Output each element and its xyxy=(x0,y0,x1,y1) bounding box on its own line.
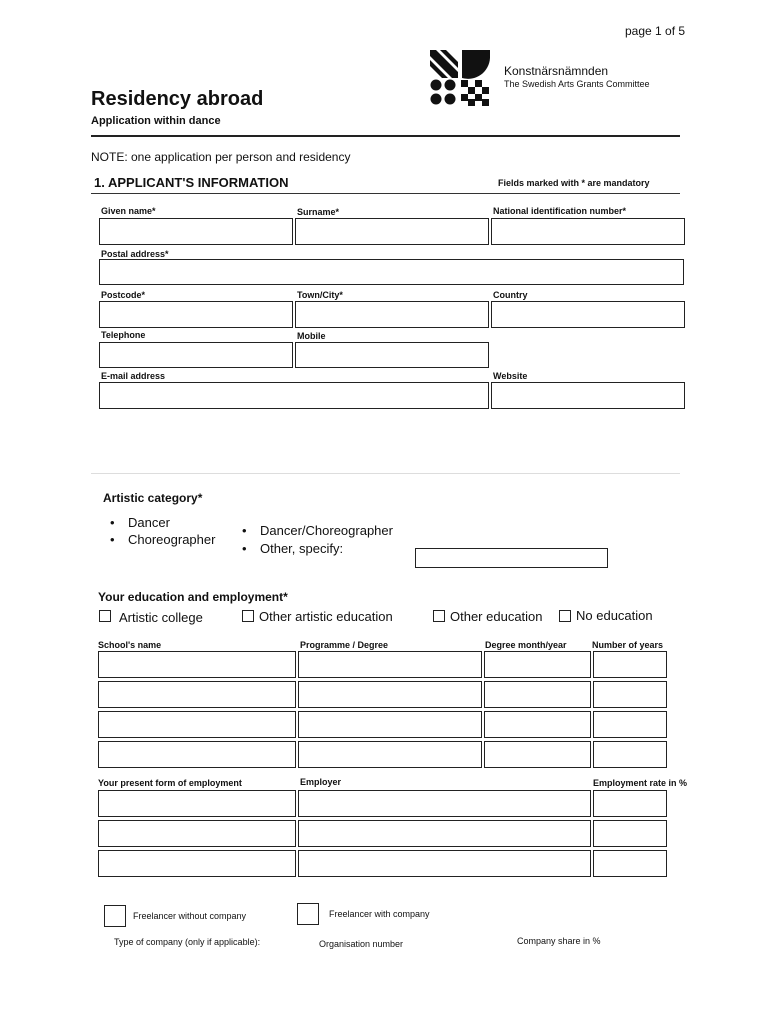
school-name-field[interactable] xyxy=(98,651,296,678)
degree-date-field[interactable] xyxy=(484,741,591,768)
light-divider xyxy=(91,473,680,474)
employment-rate-label: Employment rate in % xyxy=(593,778,688,788)
postcode-label: Postcode* xyxy=(101,290,146,300)
postal-address-field[interactable] xyxy=(99,259,684,285)
other-artistic-education-checkbox[interactable] xyxy=(242,610,254,622)
surname-field[interactable] xyxy=(295,218,489,245)
page-number: page 1 of 5 xyxy=(625,24,686,38)
note-text: NOTE: one application per person and residency xyxy=(91,150,351,164)
employment-form-field[interactable] xyxy=(98,850,296,877)
category-option-dancer: • Dancer xyxy=(128,515,170,530)
town-field[interactable] xyxy=(295,301,489,328)
email-label: E-mail address xyxy=(101,371,166,381)
artistic-category-heading: Artistic category* xyxy=(103,491,203,505)
employer-field[interactable] xyxy=(298,850,591,877)
years-field[interactable] xyxy=(593,711,667,738)
organisation-number-label: Organisation number xyxy=(319,939,404,949)
employment-form-field[interactable] xyxy=(98,820,296,847)
other-specify-field[interactable] xyxy=(415,548,608,568)
email-field[interactable] xyxy=(99,382,489,409)
artistic-college-checkbox[interactable] xyxy=(99,610,111,622)
other-education-label: Other education xyxy=(450,609,543,624)
degree-date-field[interactable] xyxy=(484,651,591,678)
employment-form-field[interactable] xyxy=(98,790,296,817)
programme-label: Programme / Degree xyxy=(300,640,389,650)
freelancer-without-company-label: Freelancer without company xyxy=(133,911,247,921)
mobile-label: Mobile xyxy=(297,331,326,341)
section-divider xyxy=(91,193,680,194)
page-title: Residency abroad xyxy=(91,88,264,110)
country-label: Country xyxy=(493,290,528,300)
telephone-label: Telephone xyxy=(101,330,146,340)
country-field[interactable] xyxy=(491,301,685,328)
title-divider xyxy=(91,135,680,137)
employment-rate-field[interactable] xyxy=(593,820,667,847)
programme-field[interactable] xyxy=(298,681,482,708)
no-education-label: No education xyxy=(576,608,653,623)
category-option-choreographer: • Choreographer xyxy=(128,532,215,547)
section-heading: 1. APPLICANT'S INFORMATION xyxy=(94,175,289,190)
org-name: Konstnärsnämnden xyxy=(504,64,609,78)
no-education-checkbox[interactable] xyxy=(559,610,571,622)
programme-field[interactable] xyxy=(298,741,482,768)
national-id-field[interactable] xyxy=(491,218,685,245)
telephone-field[interactable] xyxy=(99,342,293,368)
years-field[interactable] xyxy=(593,681,667,708)
freelancer-with-company-label: Freelancer with company xyxy=(329,909,430,919)
postal-address-label: Postal address* xyxy=(101,249,169,259)
postcode-field[interactable] xyxy=(99,301,293,328)
other-education-checkbox[interactable] xyxy=(433,610,445,622)
website-field[interactable] xyxy=(491,382,685,409)
employer-field[interactable] xyxy=(298,790,591,817)
degree-date-field[interactable] xyxy=(484,681,591,708)
artistic-college-label: Artistic college xyxy=(119,610,203,625)
school-name-label: School's name xyxy=(98,640,162,650)
number-of-years-label: Number of years xyxy=(592,640,664,650)
employer-field[interactable] xyxy=(298,820,591,847)
years-field[interactable] xyxy=(593,741,667,768)
degree-date-field[interactable] xyxy=(484,711,591,738)
category-option-dancer-choreographer: • Dancer/Choreographer xyxy=(260,523,393,538)
programme-field[interactable] xyxy=(298,651,482,678)
given-name-label: Given name* xyxy=(101,206,156,216)
company-share-label: Company share in % xyxy=(517,936,601,946)
town-label: Town/City* xyxy=(297,290,343,300)
programme-field[interactable] xyxy=(298,711,482,738)
surname-label: Surname* xyxy=(297,207,340,217)
employment-form-label: Your present form of employment xyxy=(98,778,242,788)
website-label: Website xyxy=(493,371,528,381)
type-of-company-label: Type of company (only if applicable): xyxy=(114,937,261,947)
national-id-label: National identification number* xyxy=(493,206,627,216)
employment-rate-field[interactable] xyxy=(593,850,667,877)
education-heading: Your education and employment* xyxy=(98,590,288,604)
other-artistic-education-label: Other artistic education xyxy=(259,609,393,624)
category-option-other: • Other, specify: xyxy=(260,541,343,556)
mandatory-note: Fields marked with * are mandatory xyxy=(498,178,650,188)
employer-label: Employer xyxy=(300,777,342,787)
page-subtitle: Application within dance xyxy=(91,115,221,127)
logo-mark-icon xyxy=(430,50,492,106)
degree-date-label: Degree month/year xyxy=(485,640,567,650)
freelancer-without-company-checkbox[interactable] xyxy=(104,905,126,927)
org-subtitle: The Swedish Arts Grants Committee xyxy=(504,79,650,89)
school-name-field[interactable] xyxy=(98,741,296,768)
school-name-field[interactable] xyxy=(98,681,296,708)
school-name-field[interactable] xyxy=(98,711,296,738)
freelancer-with-company-checkbox[interactable] xyxy=(297,903,319,925)
given-name-field[interactable] xyxy=(99,218,293,245)
employment-rate-field[interactable] xyxy=(593,790,667,817)
mobile-field[interactable] xyxy=(295,342,489,368)
years-field[interactable] xyxy=(593,651,667,678)
